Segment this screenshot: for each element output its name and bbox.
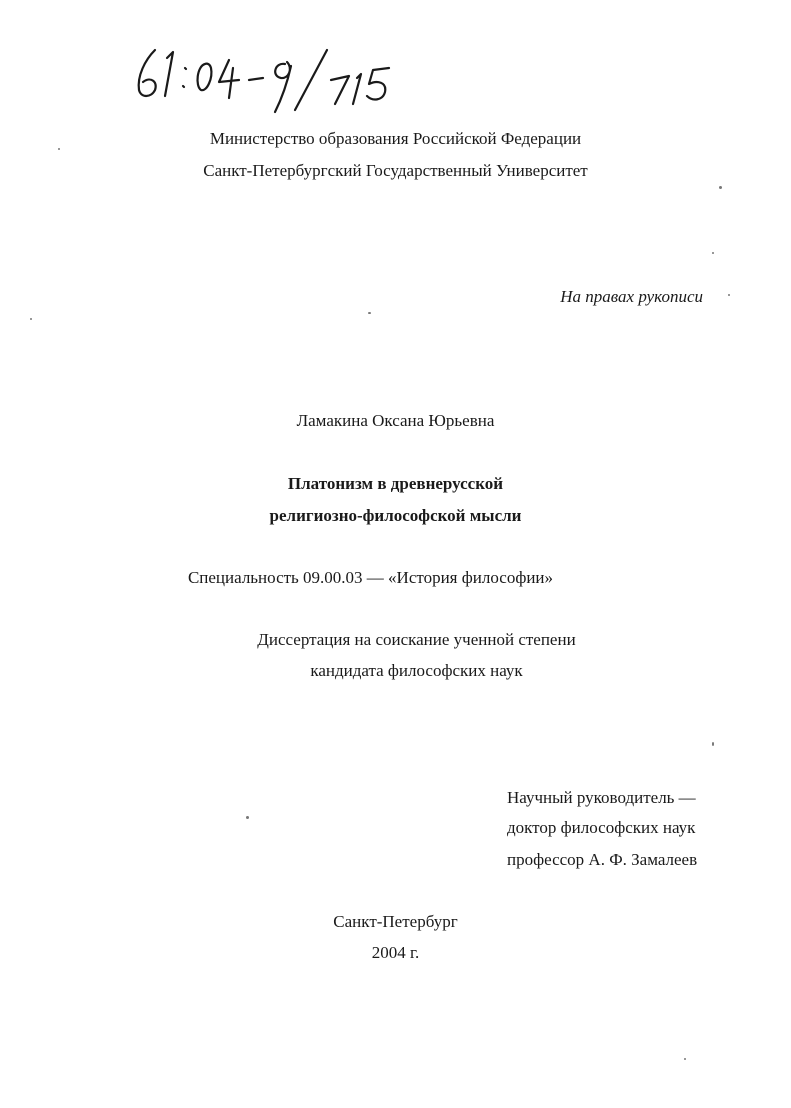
author-name: Ламакина Оксана Юрьевна	[296, 411, 495, 430]
dissertation-title-line-2: религиозно-философской мысли	[269, 506, 522, 525]
university-name: Санкт-Петербургский Государственный Университет	[203, 161, 588, 180]
manuscript-rights-note: На правах рукописи	[560, 287, 703, 306]
city: Санкт-Петербург	[333, 912, 458, 931]
degree-line-2: кандидата философских наук	[310, 661, 523, 680]
scan-speck	[712, 252, 714, 254]
scan-speck	[58, 148, 60, 150]
supervisor-line-2: доктор философских наук	[507, 818, 696, 837]
handwritten-archive-code-drawing	[125, 38, 425, 118]
scan-speck	[719, 186, 722, 189]
year: 2004 г.	[371, 943, 420, 962]
supervisor-line-1: Научный руководитель —	[507, 788, 696, 807]
degree-line-1: Диссертация на соискание ученной степени	[257, 630, 576, 649]
scan-speck	[712, 742, 714, 746]
supervisor-line-3: профессор А. Ф. Замалеев	[507, 850, 698, 869]
scan-speck	[368, 312, 371, 314]
scan-speck	[246, 816, 249, 819]
scan-speck	[728, 294, 730, 296]
specialty: Специальность 09.00.03 — «История философии»	[187, 568, 554, 587]
scan-speck	[684, 1058, 686, 1060]
scan-speck	[30, 318, 32, 320]
dissertation-title-line-1: Платонизм в древнерусской	[287, 474, 504, 493]
ministry-name: Министерство образования Российской Федерации	[209, 129, 582, 148]
handwritten-archive-code	[125, 38, 425, 118]
